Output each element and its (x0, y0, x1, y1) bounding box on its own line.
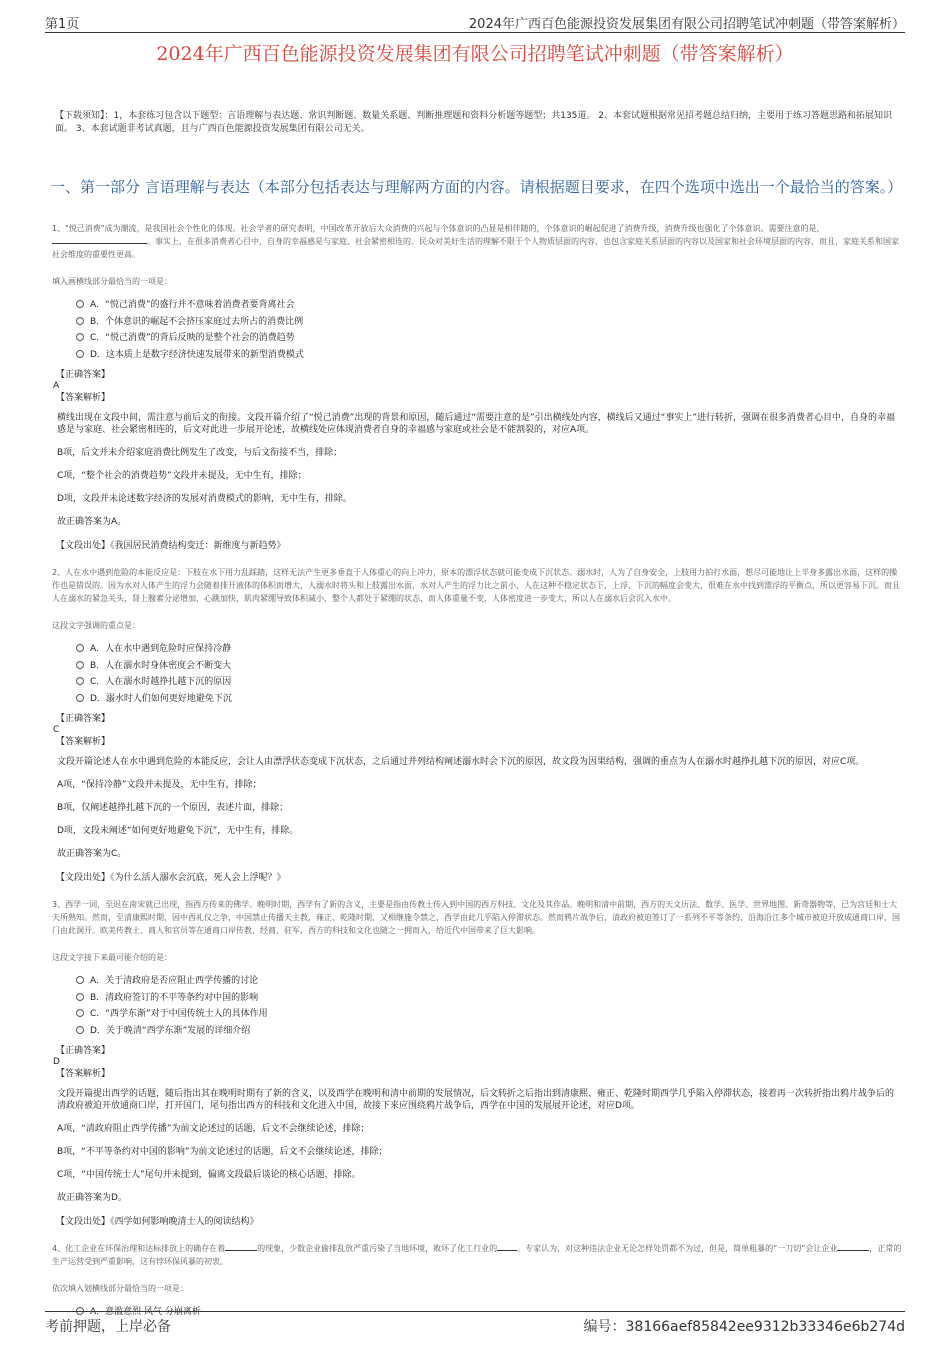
option-label: A．关于清政府是否应阻止西学传播的讨论 (90, 976, 259, 986)
question-prompt: 依次填入划横线部分最恰当的一项是： (52, 1284, 188, 1293)
page-header (45, 10, 905, 33)
analysis-line: D项，文段未阐述“如何更好地避免下沉”，无中生有，排除。 (57, 826, 299, 836)
option-label: D．这本质上是数字经济快速发展带来的新型消费模式 (90, 349, 304, 360)
answer-tag: 【正确答案】 (56, 370, 111, 380)
analysis-line: C项，“中国传统士人”尾句并未提到，偏离文段最后谈论的核心话题，排除。 (57, 1170, 361, 1180)
option-b[interactable] (76, 990, 905, 1007)
question-text-part: ，正常的生产运营受到严重影响，这有悖环保风暴的初衷。 (52, 1244, 902, 1266)
answer-tag: 【正确答案】 (56, 1046, 111, 1056)
option-list (76, 297, 905, 363)
option-label: A．人在水中遇到危险时应保持冷静 (90, 644, 232, 654)
page-title: 2024年广西百色能源投资发展集团有限公司招聘笔试冲刺题（带答案解析） (156, 43, 794, 65)
option-c[interactable] (76, 1006, 905, 1023)
question-text-part: 。事实上，在很多消费者心目中，自身的幸福感是与家庭、社会紧密相连的。民众对美好生活的理解不限于个人物质层面的内容，也包含家庭关系层面的内容以及国家和社会环境层面的内容，而且，家庭关系和国家社会维度的重要性更高。 (52, 237, 899, 259)
option-a[interactable] (76, 297, 905, 314)
option-label: B．人在溺水时身体密度会不断变大 (90, 660, 232, 671)
question-text-part: 4、化工企业在环保治理和达标排放上的确存在着 (52, 1244, 226, 1253)
radio-icon[interactable] (76, 1026, 84, 1034)
analysis-line: B项，“不平等条约对中国的影响”为前文论述过的话题，后文不会继续论述，排除； (57, 1147, 388, 1157)
radio-icon[interactable] (76, 677, 84, 685)
option-list (76, 641, 905, 707)
option-label: A．意滥意烈 风气 分崩离析 (90, 1307, 201, 1317)
answer-blank (52, 235, 147, 244)
question-text (52, 222, 905, 261)
question-4 (52, 1242, 905, 1321)
page-number: 第1页 (45, 17, 80, 32)
option-label: D．溺水时人们如何更好地避免下沉 (90, 693, 232, 704)
analysis-line: D项，文段并未论述数字经济的发展对消费模式的影响，无中生有，排除。 (57, 494, 352, 504)
radio-icon[interactable] (76, 350, 84, 358)
option-label: C．人在溺水时越挣扎越下沉的原因 (90, 677, 232, 687)
option-b[interactable] (76, 658, 905, 675)
analysis-line: A项，“清政府阻止西学传播”为前文论述过的话题，后文不会继续论述，排除； (57, 1124, 370, 1134)
answer-blank (225, 1242, 257, 1251)
radio-icon[interactable] (76, 300, 84, 308)
option-label: C．“西学东渐”对于中国传统士人的具体作用 (90, 1009, 268, 1019)
question-prompt: 这段文字接下来最可能介绍的是： (52, 953, 172, 962)
correct-answer: C (53, 725, 60, 735)
analysis-tag: 【答案解析】 (56, 1069, 111, 1079)
analysis-text: 文段开篇论述人在水中遇到危险的本能反应，会让人由漂浮状态变成下沉状态，之后通过并列结构阐述溺水时会下沉的原因，故文段为因果结构，强调的重点为人在溺水时越挣扎越下沉的原因，对应C项。 (57, 757, 865, 767)
option-label: A．“悦己消费”的盛行并不意味着消费者要背离社会 (90, 300, 295, 310)
option-label: B．清政府签订的不平等条约对中国的影响 (90, 992, 259, 1003)
option-d[interactable] (76, 1023, 905, 1040)
analysis-line: C项，“整个社会的消费趋势”文段并未提及，无中生有，排除； (57, 471, 307, 481)
header-doc-title: 2024年广西百色能源投资发展集团有限公司招聘笔试冲刺题（带答案解析） (468, 17, 905, 32)
footer-slogan: 考前押题，上岸必备 (45, 1319, 171, 1335)
section-title: 一、第一部分 言语理解与表达（本部分包括表达与理解两方面的内容。请根据题目要求，在四个选项中选出一个最恰当的答案。） (50, 178, 903, 196)
question-list (52, 222, 905, 1327)
passage-source: 【文段出处】《为什么活人溺水会沉底，死人会上浮呢？》 (56, 873, 286, 883)
analysis-line: A项，“保持冷静”文段并未提及，无中生有，排除； (57, 780, 262, 790)
option-label: D．关于晚清“西学东渐”发展的详细介绍 (90, 1025, 251, 1036)
analysis-line: 故正确答案为C。 (57, 849, 127, 859)
radio-icon[interactable] (76, 644, 84, 652)
question-prompt: 这段文字强调的重点是： (52, 621, 140, 630)
option-d[interactable] (76, 347, 905, 364)
analysis-tag: 【答案解析】 (56, 737, 111, 747)
question-text: 2、人在水中遇到危险的本能反应是：下肢在水下用力乱踩踏，这样无法产生更多垂直于人体重心的向上冲力，原本的漂浮状态就可能变成下沉状态。溺水时，人为了自身安全，上肢用力拍打水面，想尽可能地让上半身多露出水面，这样的操作也是错误的。因为水对人体产生的浮力会随着排开液体的体积而增大，人溺水时将头和上肢露出水面，水对人产生的浮力比之前小，人在这种不稳定状态下，上浮、下沉的幅度会变大，很难在水中找到漂浮的平衡点，所以更容易下沉。而且人在溺水的紧急关头，肾上腺素分泌增加，心跳加快，肌肉紧绷导致体积减小，整个人都处于紧绷的状态，而人体重量不变，人体密度进一步变大，所以人在溺水后会沉入水中。 (52, 568, 900, 603)
page-footer (45, 1311, 905, 1334)
radio-icon[interactable] (76, 661, 84, 669)
analysis-text: 文段开篇提出西学的话题，随后指出其在晚明时期有了新的含义，以及西学在晚明和清中前期的发展情况，后文转折之后指出到清康熙、雍正、乾隆时期西学几乎陷入停滞状态，接着再一次转折指出鸦片战争后的清政府被迫开放通商口岸，打开国门，尾句指出西方的科技和文化进入中国，故接下来应围绕鸦片战争后，西学在中国的发展展开论述，对应D项。 (57, 1089, 895, 1111)
radio-icon[interactable] (76, 1009, 84, 1017)
question-text: 3、西学一词，至迟在南宋就已出现，指西方传来的佛学。晚明时期，西学有了新的含义，主要是指由传教士传入到中国的西方科技、文化及其作品。晚明和清中前期，西方的天文历法、数学、医学、世界地图、新奇器物等，已为宫廷和士大夫所熟知。然而，至清康熙时期，因中西礼仪之争，中国禁止传播天主教，雍正、乾隆时期，又相继施令禁之，西学由此几乎陷入停滞状态。然而鸦片战争后，清政府被迫签订了一系列不平等条约，沿海沿江多个城市被迫开放成通商口岸，国门由此洞开。欧美传教士、商人和官员等在通商口岸传教、经商、驻军，西方的科技和文化也随之一拥而入，给近代中国带来了巨大影响。 (52, 900, 900, 935)
correct-answer: D (53, 1057, 60, 1067)
passage-source: 【文段出处】《西学如何影响晚清士人的阅读结构》 (56, 1217, 259, 1227)
analysis-line: 故正确答案为A。 (57, 517, 127, 527)
analysis-line: B项，仅阐述越挣扎越下沉的一个原因，表述片面，排除； (57, 803, 289, 813)
question-text (52, 1242, 905, 1268)
option-c[interactable] (76, 330, 905, 347)
document-code: 编号：38166aef85842ee9312b33346e6b274d (583, 1319, 905, 1335)
question-2 (52, 566, 905, 884)
radio-icon[interactable] (76, 976, 84, 984)
option-a[interactable] (76, 641, 905, 658)
radio-icon[interactable] (76, 694, 84, 702)
passage-source: 【文段出处】《我国居民消费结构变迁：新维度与新趋势》 (56, 541, 286, 551)
question-text-part: 。专家认为，对这种违法企业无论怎样处罚都不为过，但是，简单粗暴的“一刀切”会让企业 (517, 1244, 838, 1253)
question-3 (52, 898, 905, 1228)
option-label: C．“悦己消费”的背后反映的是整个社会的消费趋势 (90, 333, 295, 343)
question-1 (52, 222, 905, 552)
answer-blank (497, 1242, 517, 1251)
analysis-tag: 【答案解析】 (56, 393, 111, 403)
answer-blank (837, 1242, 869, 1251)
radio-icon[interactable] (76, 333, 84, 341)
option-list (76, 973, 905, 1039)
option-d[interactable] (76, 691, 905, 708)
analysis-line: 故正确答案为D。 (57, 1193, 127, 1203)
download-notice: 【下载须知】：1，本套练习包含以下题型：言语理解与表达题、常识判断题、数量关系题、判断推理题和资料分析题等题型；共135道。 2、本套试题根据常见招考题总结归纳，主要用于练习答题思路和拓展知识面。 3、本套试题非考试真题，且与广西百色能源投资发展集团有限公司无关。 (55, 111, 892, 134)
option-c[interactable] (76, 674, 905, 691)
option-a[interactable] (76, 973, 905, 990)
radio-icon[interactable] (76, 993, 84, 1001)
question-text-part: 1、"悦己消费"成为潮流，是我国社会个性化的体现。社会学者的研究表明，中国改革开放后大众消费的兴起与个体意识的凸显是相伴随的，个体意识的崛起促进了消费升级，消费升级也强化了个体意识。需要注意的是， (52, 224, 825, 233)
option-b[interactable] (76, 314, 905, 331)
analysis-line: B项，后文并未介绍家庭消费比例发生了改变，与后文衔接不当，排除； (57, 448, 343, 458)
question-prompt: 填入画横线部分最恰当的一项是： (52, 277, 172, 286)
analysis-text: 横线出现在文段中间，需注意与前后文的衔接。文段开篇介绍了“悦己消费”出现的背景和原因，随后通过“需要注意的是”引出横线处内容，横线后又通过“事实上”进行转折，强调在很多消费者心目中，自身的幸福感是与家庭、社会紧密相连的，后文对此进一步展开论述，故横线处应体现消费者自身的幸福感与家庭或社会是不能割裂的，对应A项。 (57, 413, 895, 435)
correct-answer: A (53, 381, 60, 391)
question-text-part: 的现象，少数企业偷排乱放严重污染了当地环境，败坏了化工行业的 (257, 1244, 498, 1253)
radio-icon[interactable] (76, 317, 84, 325)
answer-tag: 【正确答案】 (56, 714, 111, 724)
option-label: B．个体意识的崛起不会挤压家庭过去所占的消费比例 (90, 316, 304, 327)
